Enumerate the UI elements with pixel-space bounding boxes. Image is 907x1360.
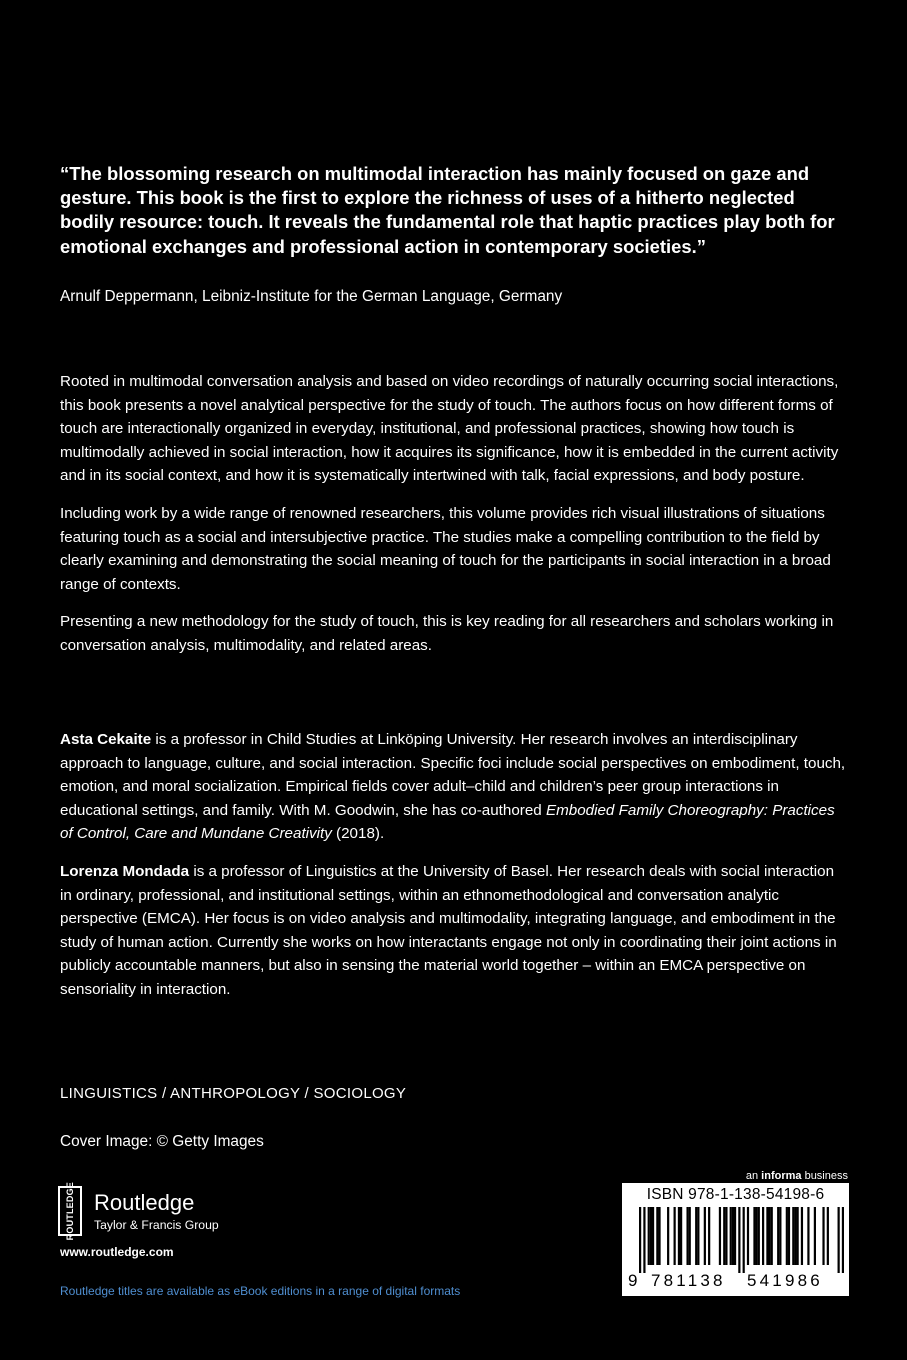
cover-credit: Cover Image: © Getty Images xyxy=(60,1133,264,1150)
book-description xyxy=(60,370,850,672)
isbn-label: ISBN 978-1-138-54198-6 xyxy=(646,1186,825,1203)
barcode-bar xyxy=(801,1207,803,1265)
barcode-bar xyxy=(771,1207,773,1265)
author-bio-text: is a professor of Linguistics at the University of Basel. Her research deals with social interaction in ordinary, professional, and institutional settings, within an ethnomethodological and conversation analytic perspective (EMCA). Her focus is on video analysis and multimodality, integrating language, and embodiment in the study of human action. Currently she works on how interactants engage not only in coordinating their joint actions in publicly accountable manners, but also in sensing the material world together – within an EMCA perspective on sensoriality in interaction. xyxy=(60,862,837,998)
barcode-bar xyxy=(758,1207,760,1265)
author-bio-text: is a professor in Child Studies at Linköping University. Her research involves an interdisciplinary approach to language, culture, and social interaction. Specific foci include social perspectives on embodiment, touch, emotion, and moral socialization. Empirical fields cover adult–child and children’s peer group interactions in educational settings, and family. With M. Goodwin, she has co-authored xyxy=(60,731,846,819)
barcode-bar xyxy=(639,1207,641,1273)
barcode-lead-digit: 9 xyxy=(628,1271,638,1290)
ebook-note: Routledge titles are available as eBook editions in a range of digital formats xyxy=(60,1284,461,1298)
barcode-bar xyxy=(686,1207,688,1265)
description-paragraph: Rooted in multimodal conversation analysis and based on video recordings of naturally occurring social interactions, this book presents a novel analytical perspective for the study of touch. The authors focus on how different forms of touch are interactionally organized in everyday, institutional, and professional practices, showing how touch is multimodally achieved in social interaction, how it acquires its significance, how it is embedded in the current activity and in its social context, and how it is systematically intertwined with talk, facial expressions, and body posture. xyxy=(60,373,839,485)
subject-categories: LINGUISTICS / ANTHROPOLOGY / SOCIOLOGY xyxy=(60,1085,407,1102)
barcode-bar xyxy=(658,1207,660,1265)
book-year: (2018). xyxy=(331,825,385,843)
barcode-bar xyxy=(697,1207,699,1265)
barcode-bar xyxy=(777,1207,779,1265)
barcode-bar xyxy=(814,1207,816,1265)
barcode-bars xyxy=(639,1207,844,1273)
barcode-bar xyxy=(738,1207,740,1273)
barcode-bar xyxy=(792,1207,794,1265)
barcode-bar xyxy=(743,1207,745,1273)
barcode-bar xyxy=(797,1207,799,1265)
barcode-bar xyxy=(667,1207,669,1265)
barcode-bar xyxy=(807,1207,809,1265)
author-name: Lorenza Mondada xyxy=(60,862,190,880)
publisher-website[interactable]: www.routledge.com xyxy=(60,1245,174,1259)
author-bio-cekaite xyxy=(60,728,850,846)
barcode-right-digits: 541986 xyxy=(747,1271,823,1290)
description-paragraph: Including work by a wide range of renowned researchers, this volume provides rich visual illustrations of situations featuring touch as a social and intersubjective practice. The studies make a compelling contribution to the field by clearly examining and demonstrating the social meaning of touch for the participants in social interaction in a broad range of contexts. xyxy=(60,504,831,593)
endorsement-attribution: Arnulf Deppermann, Leibniz-Institute for the German Language, Germany xyxy=(60,288,563,305)
description-paragraph: Presenting a new methodology for the study of touch, this is key reading for all researchers and scholars working in conversation analysis, multimodality, and related areas. xyxy=(60,613,834,654)
barcode-bar xyxy=(768,1207,770,1265)
informa-brand: informa xyxy=(761,1170,802,1182)
barcode-digits xyxy=(622,1271,849,1295)
barcode-bar xyxy=(822,1207,824,1265)
author-bios xyxy=(60,728,850,1016)
barcode-bar xyxy=(678,1207,680,1265)
barcode-bar xyxy=(689,1207,691,1265)
barcode-bar xyxy=(779,1207,781,1265)
routledge-logo-mark xyxy=(58,1181,82,1241)
informa-tagline xyxy=(690,1170,848,1182)
publisher-name: Routledge xyxy=(94,1190,195,1215)
endorsement-quote: “The blossoming research on multimodal interaction has mainly focused on gaze and gesture. This book is the first to explore the richness of uses of a hitherto neglected bodily resource: touch. It reveals the fundamental role that haptic practices play both for emotional exchanges and professional action in contemporary societies.” xyxy=(60,163,835,257)
routledge-logo xyxy=(58,1181,278,1241)
barcode-bar xyxy=(786,1207,788,1265)
barcode-bar xyxy=(732,1207,734,1265)
barcode-bar xyxy=(704,1207,706,1265)
barcode-bar xyxy=(674,1207,676,1265)
barcode-bar xyxy=(695,1207,697,1265)
barcode-bar xyxy=(708,1207,710,1265)
barcode-bar xyxy=(643,1207,645,1273)
author-bio-mondada xyxy=(60,860,850,1002)
barcode-left-digits: 781138 xyxy=(651,1271,726,1290)
logo-mark-text: ROUTLEDGE xyxy=(65,1181,75,1241)
barcode-bar xyxy=(838,1207,840,1273)
informa-prefix: an xyxy=(745,1170,762,1182)
barcode-bar xyxy=(842,1207,844,1273)
author-name: Asta Cekaite xyxy=(60,731,152,748)
barcode-bar xyxy=(747,1207,749,1265)
barcode-bar xyxy=(766,1207,768,1265)
publisher-group: Taylor & Francis Group xyxy=(94,1218,219,1232)
barcode-bar xyxy=(725,1207,727,1265)
barcode-bar xyxy=(648,1207,650,1265)
barcode-bar xyxy=(730,1207,732,1265)
barcode-bar xyxy=(650,1207,652,1265)
barcode-bar xyxy=(753,1207,755,1265)
barcode-bar xyxy=(794,1207,796,1265)
barcode-bar xyxy=(762,1207,764,1265)
barcode-bar xyxy=(756,1207,758,1265)
barcode-bar xyxy=(723,1207,725,1265)
barcode-bar xyxy=(719,1207,721,1265)
book-title: Embodied Family Choreography: Practices of Control, Care and Mundane Creativity xyxy=(60,801,835,843)
barcode-bar xyxy=(827,1207,829,1265)
barcode-bar xyxy=(734,1207,736,1265)
informa-suffix: business xyxy=(801,1170,848,1182)
barcode-bar xyxy=(788,1207,790,1265)
isbn-barcode xyxy=(622,1183,849,1296)
barcode-bar xyxy=(656,1207,658,1265)
barcode-bar xyxy=(652,1207,654,1265)
barcode-bar xyxy=(680,1207,682,1265)
